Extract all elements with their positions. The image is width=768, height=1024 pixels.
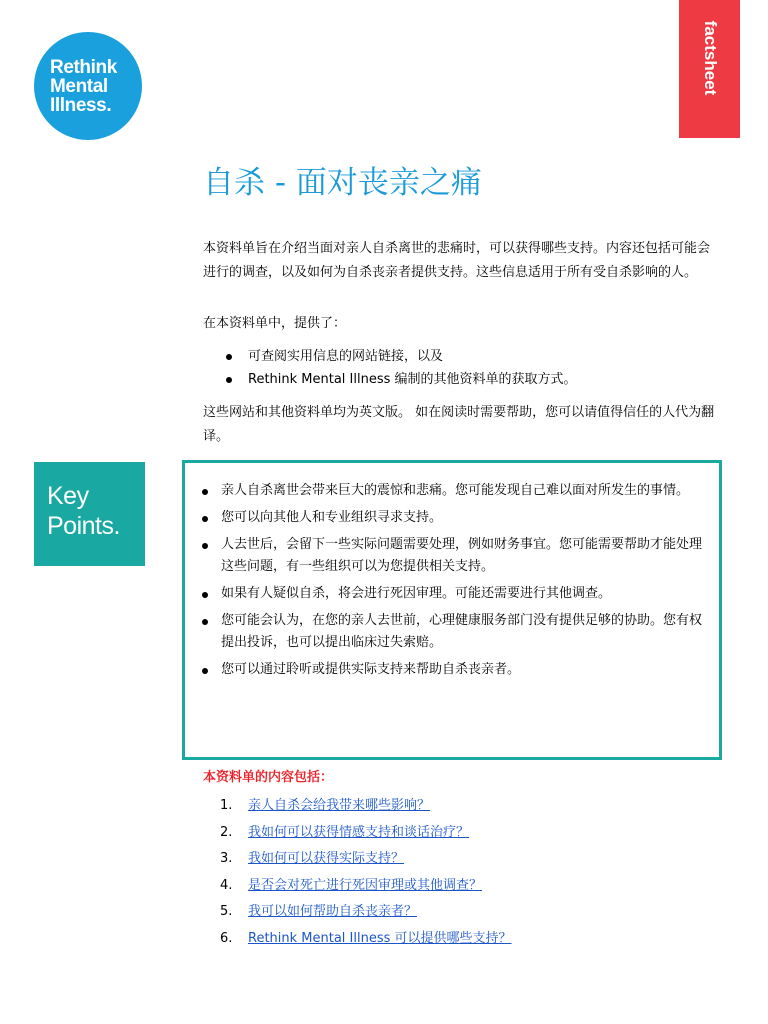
rethink-logo — [34, 32, 142, 140]
contents-number: 6. — [220, 930, 233, 946]
key-points-label-2: Points. — [47, 512, 120, 540]
contents-number: 3. — [220, 851, 233, 866]
intro-paragraph: 本资料单旨在介绍当面对亲人自杀离世的悲痛时，可以获得哪些支持。内容还包括可能会进行的调查，以及如何为自杀丧亲者提供支持。这些信息适用于所有受自杀影响的人。 — [203, 241, 711, 280]
contents-number: 2. — [220, 824, 233, 840]
contents-link[interactable]: 是否会对死亡进行死因审理或其他调查？ — [248, 877, 483, 893]
page-title: 自杀 - 面对丧亲之痛 — [203, 165, 482, 201]
logo-line-3: Illness. — [50, 94, 112, 116]
key-points-label-1: Key — [47, 482, 89, 510]
provided-list — [224, 345, 577, 391]
contents-link[interactable]: 我可以如何帮助自杀丧亲者？ — [248, 904, 418, 919]
contents-link[interactable]: 我如何可以获得实际支持？ — [248, 851, 405, 866]
factsheet-tab — [679, 0, 740, 138]
contents-link[interactable]: 我如何可以获得情感支持和谈话治疗？ — [248, 824, 470, 840]
list-item: 可查阅实用信息的网站链接，以及 — [224, 345, 577, 368]
contents-link[interactable]: 亲人自杀会给我带来哪些影响？ — [248, 798, 431, 813]
list-item: Rethink Mental Illness 编制的其他资料单的获取方式。 — [224, 368, 577, 391]
contents-item — [220, 820, 512, 847]
contents-number: 5. — [220, 904, 233, 919]
contents-item — [220, 926, 512, 953]
key-point-item: 如果有人疑似自杀，将会进行死因审理。可能还需要进行其他调查。 — [199, 583, 704, 605]
key-point-item: 您可以向其他人和专业组织寻求支持。 — [199, 507, 704, 529]
key-point-item: 您可能会认为，在您的亲人去世前，心理健康服务部门没有提供足够的协助。您有权提出投诉，也可以提出临床过失索赔。 — [199, 610, 704, 654]
contents-item — [220, 793, 512, 820]
contents-number: 1. — [220, 798, 233, 813]
factsheet-label: factsheet — [700, 20, 720, 96]
key-point-item: 您可以通过聆听或提供实际支持来帮助自杀丧亲者。 — [199, 659, 704, 681]
contents-heading: 本资料单的内容包括： — [203, 770, 334, 785]
logo-line-1: Rethink — [50, 56, 117, 78]
contents-item — [220, 899, 512, 926]
contents-number: 4. — [220, 877, 233, 893]
key-points-list — [199, 480, 704, 686]
language-note: 这些网站和其他资料单均为英文版。 如在阅读时需要帮助，您可以请值得信任的人代为翻译。 — [203, 405, 715, 444]
contents-list — [220, 793, 512, 952]
logo-line-2: Mental — [50, 75, 108, 97]
contents-link[interactable]: Rethink Mental Illness 可以提供哪些支持？ — [248, 930, 512, 946]
contents-item — [220, 846, 512, 873]
key-point-item: 人去世后，会留下一些实际问题需要处理，例如财务事宜。您可能需要帮助才能处理这些问题，有一些组织可以为您提供相关支持。 — [199, 534, 704, 578]
key-points-tile — [34, 462, 145, 566]
contents-item — [220, 873, 512, 900]
provided-intro: 在本资料单中，提供了： — [203, 316, 347, 331]
key-point-item: 亲人自杀离世会带来巨大的震惊和悲痛。您可能发现自己难以面对所发生的事情。 — [199, 480, 704, 502]
